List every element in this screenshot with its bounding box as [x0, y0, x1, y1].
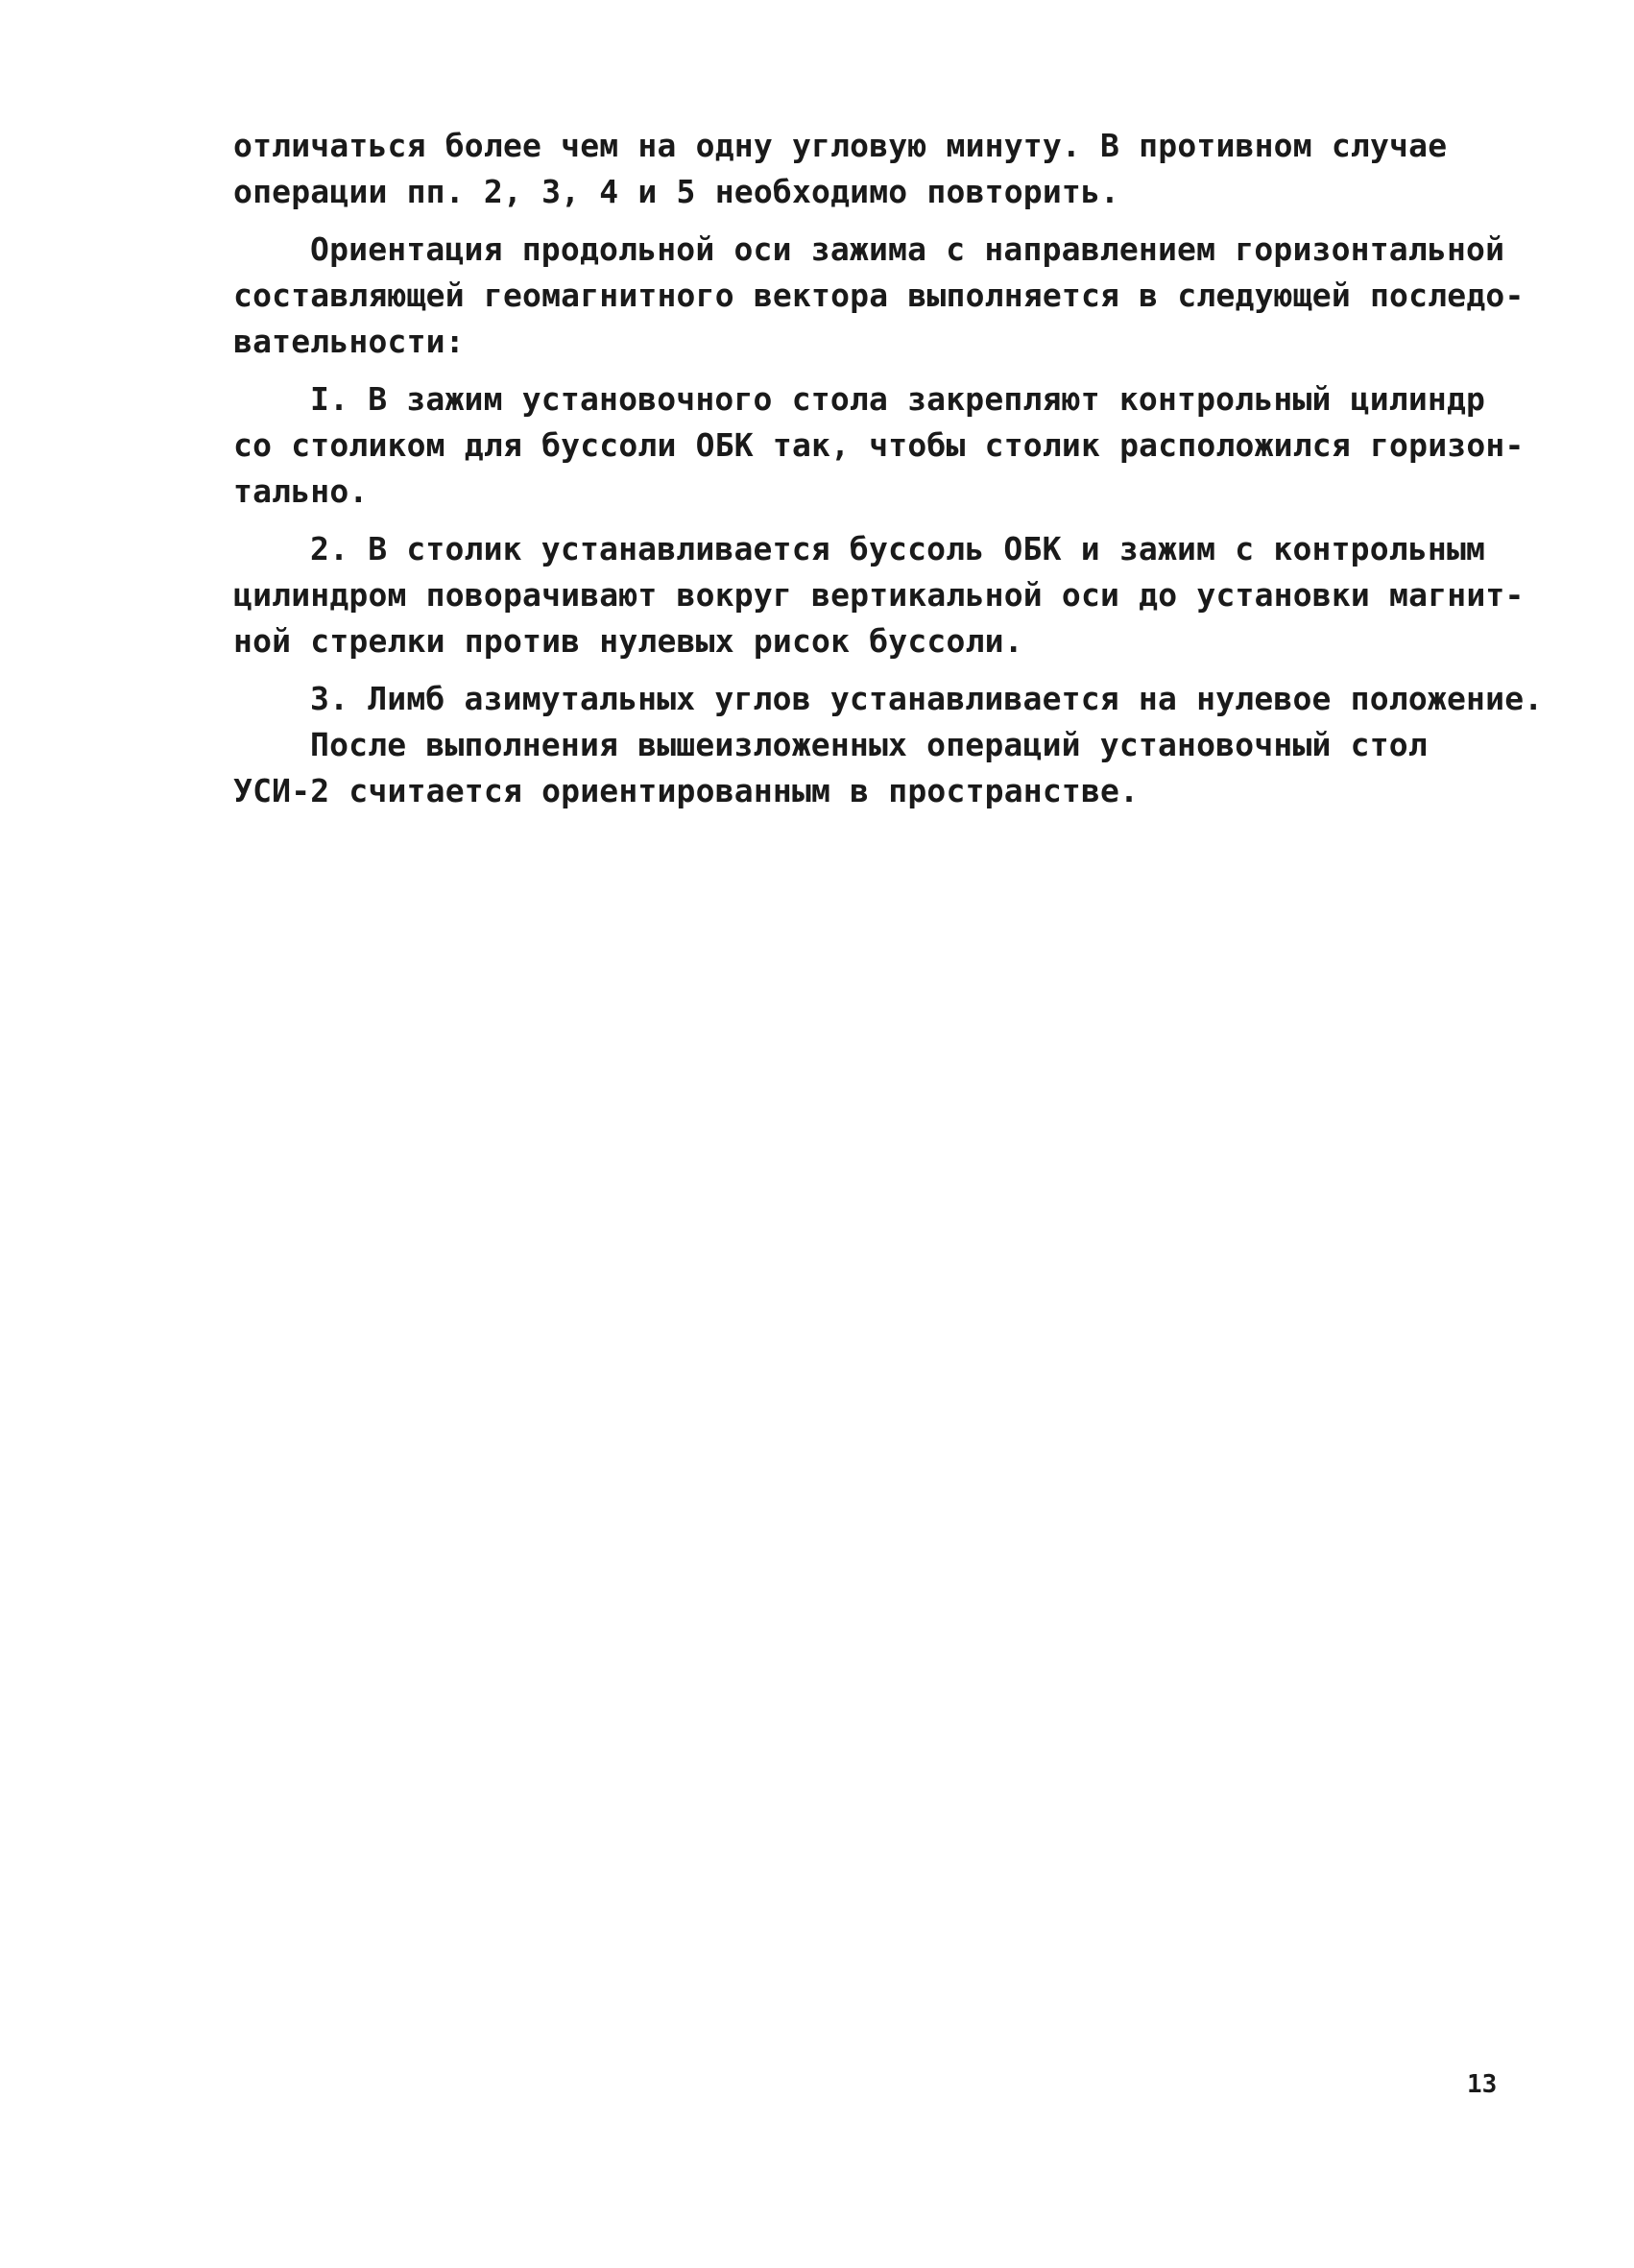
text-line: со столиком для буссоли ОБК так, чтобы столик расположился горизон-: [233, 426, 1525, 464]
list-item-2-line: 2. В столик устанавливается буссоль ОБК и зажим с контрольным: [310, 530, 1486, 567]
text-line: вательности:: [233, 323, 465, 360]
text-line: цилиндром поворачивают вокруг вертикальной оси до установки магнит-: [233, 576, 1525, 614]
list-item-3-line: 3. Лимб азимутальных углов устанавливается на нулевое положение.: [310, 680, 1544, 717]
text-line: отличаться более чем на одну угловую минуту. В противном случае: [233, 127, 1448, 164]
list-item-1-line: I. В зажим установочного стола закрепляют контрольный цилиндр: [310, 380, 1486, 418]
paragraph-start-line: Ориентация продольной оси зажима с направлением горизонтальной: [310, 230, 1505, 268]
text-line: операции пп. 2, 3, 4 и 5 необходимо повторить.: [233, 173, 1120, 210]
text-line: ной стрелки против нулевых рисок буссоли.: [233, 622, 1023, 660]
text-line: тально.: [233, 472, 369, 510]
text-line: УСИ-2 считается ориентированным в пространстве.: [233, 772, 1140, 809]
text-line: составляющей геомагнитного вектора выполняется в следующей последо-: [233, 277, 1525, 314]
paragraph-start-line: После выполнения вышеизложенных операций установочный стол: [310, 726, 1428, 763]
page-number: 13: [1467, 2070, 1498, 2099]
